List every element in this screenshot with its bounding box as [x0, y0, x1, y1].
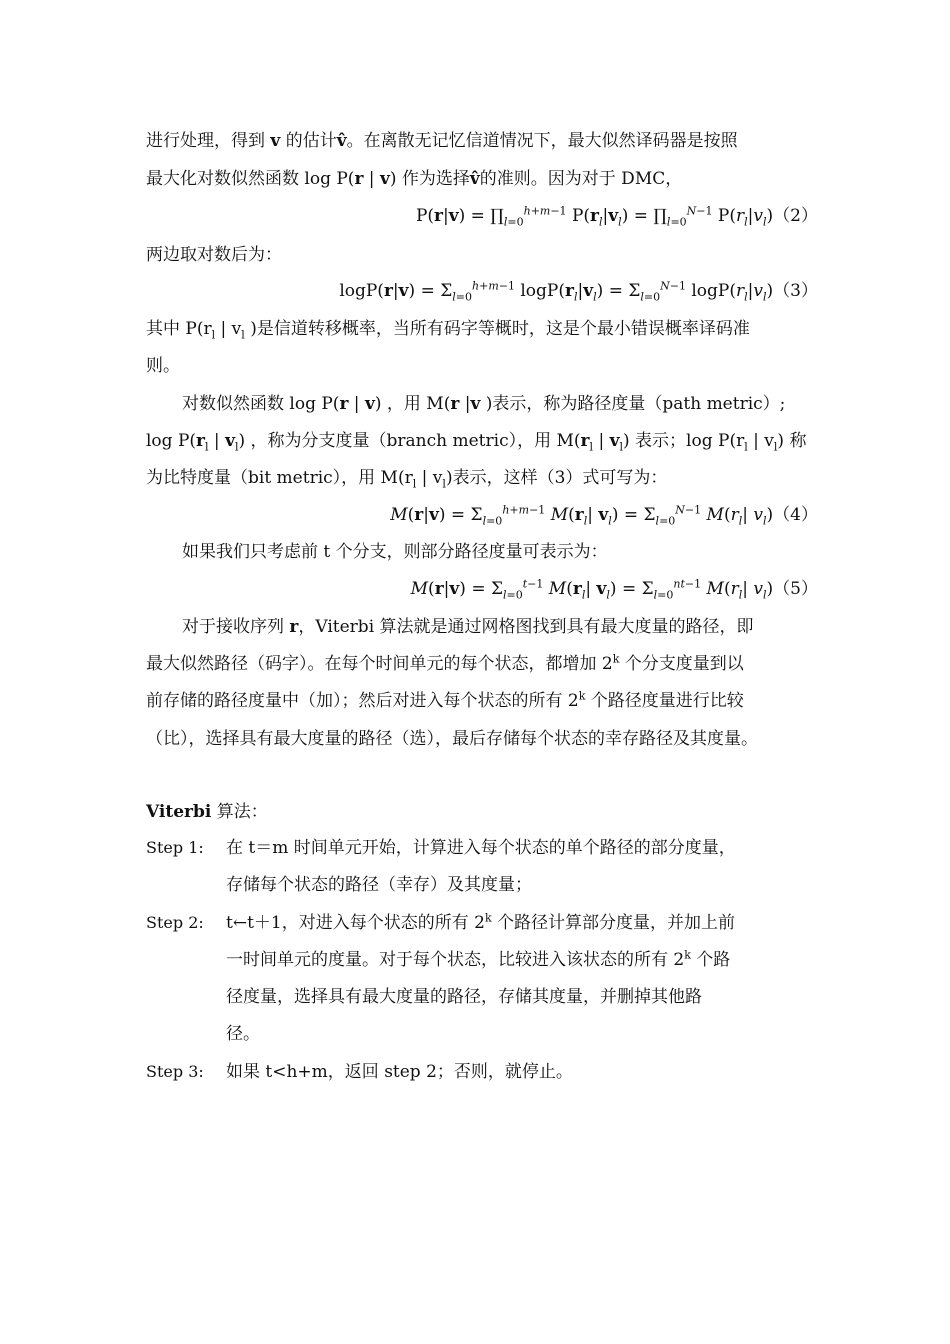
- equation-2: $P(r|v) = \prod_{l=0}^{h+m-1}$ $P(r_l|v_l)$ = $\prod_{l=0}^{N-1}$ $P(r_l|v_l)(2)$: [415, 204, 818, 229]
- step-2-line: t←t＋1，对进入每个状态的所有 2$^k$ 个路径计算部分度量，并加上前: [226, 911, 736, 933]
- paragraph-line: 最大化对数似然函数 log P(r | v) 作为选择v̂的准则。因为对于 DMC，: [146, 169, 683, 189]
- step-3-label: Step 3:: [146, 1062, 204, 1081]
- paragraph-line: 其中 $P(r_l$ | $v_l$ )是信道转移概率，当所有码字等概时，这是个最小错误概率译码准: [146, 319, 750, 342]
- paragraph-line: 进行处理，得到 v 的估计v̂。在离散无记忆信道情况下，最大似然译码器是按照: [146, 131, 738, 151]
- paragraph-line: 最大似然路径（码字）。在每个时间单元的每个状态，都增加 2$^k$ 个分支度量到以: [146, 652, 744, 674]
- paragraph-line: 两边取对数后为：: [146, 245, 282, 265]
- step-1-label: Step 1:: [146, 838, 204, 857]
- paragraph-line: 对于接收序列 r，Viterbi 算法就是通过网格图找到具有最大度量的路径，即: [182, 617, 754, 637]
- equation-4: $M(r|v) = \Sigma_{l=0}^{h+m-1}$ $M(r_l|$ $v_l) = \Sigma_{l=0}^{N-1}$ $M(r_l|$ $v_l)(4)$: [390, 503, 818, 528]
- step-1-line: 存储每个状态的路径（幸存）及其度量；: [226, 875, 532, 895]
- paragraph-line: （比），选择具有最大度量的路径（选），最后存储每个状态的幸存路径及其度量。: [146, 729, 758, 749]
- equation-5: $M(r|v) = \Sigma_{l=0}^{t-1}$ $M(r_l|$ $v_l) = \Sigma_{l=0}^{nt-1}$ $M(r_l|$ $v_l)(5)$: [410, 577, 818, 602]
- step-2-label: Step 2:: [146, 913, 204, 932]
- paragraph-line: 前存储的路径度量中（加）；然后对进入每个状态的所有 2$^k$ 个路径度量进行比较: [146, 689, 744, 711]
- paragraph-line: 对数似然函数 log P(r | v) ，用 M(r |v )表示，称为路径度量（path metric）;: [182, 394, 786, 414]
- step-2-line: 径。: [226, 1024, 260, 1044]
- paragraph-line: 则。: [146, 356, 180, 376]
- paragraph-line: $\log P(r_l$ | $v_l$) ，称为分支度量（branch metric），用 $M(r_l$ | $v_l$) 表示；$\log P(r_l$ | $v_l$) 称: [146, 431, 807, 454]
- paragraph-line: 如果我们只考虑前 t 个分支，则部分路径度量可表示为：: [182, 542, 608, 562]
- step-2-line: 一时间单元的度量。对于每个状态，比较进入该状态的所有 2$^k$ 个路: [226, 948, 731, 970]
- step-2-line: 径度量，选择具有最大度量的路径，存储其度量，并删掉其他路: [226, 987, 702, 1007]
- step-3-line: 如果 t<h+m，返回 step 2；否则，就停止。: [226, 1062, 573, 1082]
- equation-3: $\log P(r|v) = \Sigma_{l=0}^{h+m-1}$ $\log P(r_l|v_l) = \Sigma_{l=0}^{N-1}$ $\log P(r_l|v_l)(3)$: [339, 279, 818, 304]
- section-title: Viterbi 算法：: [146, 802, 268, 822]
- paragraph-line: 为比特度量（bit metric），用 $M(r_l$ | $v_l$)表示，这样（3）式可写为：: [146, 468, 668, 491]
- step-1-line: 在 t＝m 时间单元开始，计算进入每个状态的单个路径的部分度量，: [226, 838, 736, 858]
